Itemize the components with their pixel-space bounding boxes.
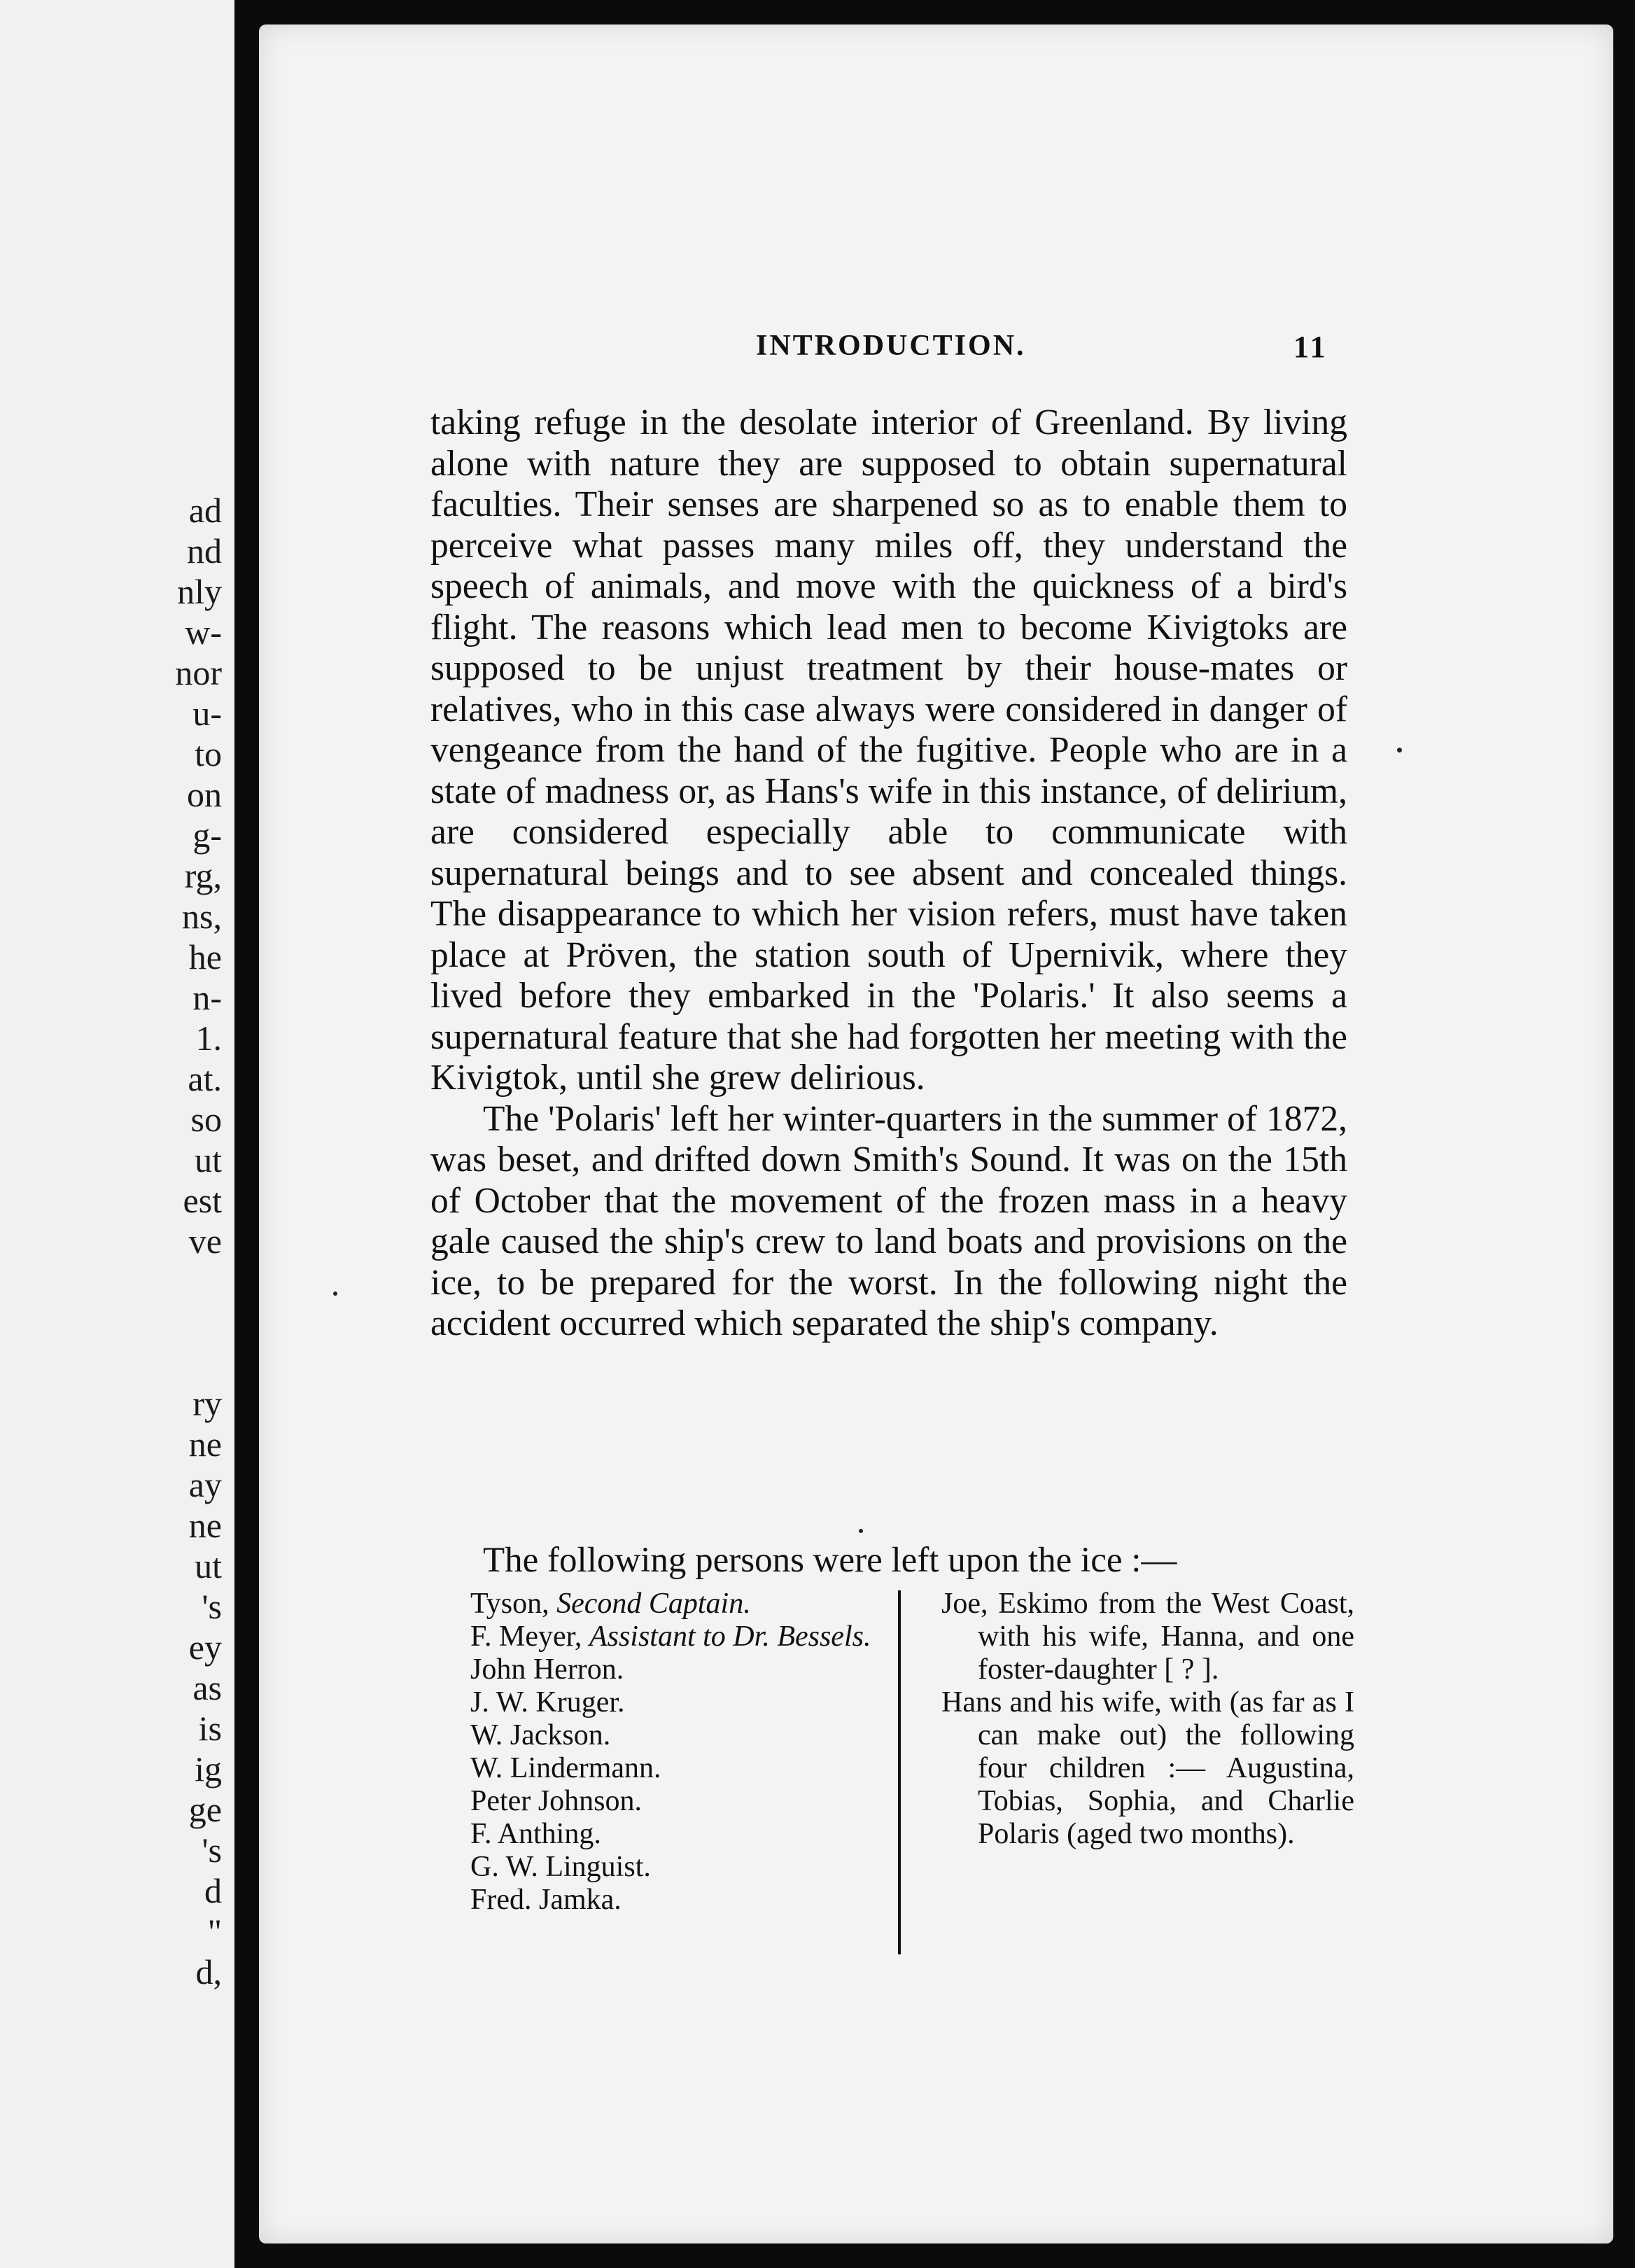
persons-left-column: [470, 1588, 897, 1917]
person-role: Second Captain.: [556, 1588, 751, 1620]
paragraph: The 'Polaris' left her winter-quarters in the summer of 1872, was beset, and drifted down Smith's Sound. It was on the 15th of October that the movement of the frozen mass in a heavy gale caused the ship's crew to land boats and provisions on the ice, to be prepared for the worst. In the following night the accident occurred which separated the ship's company.: [430, 1098, 1347, 1343]
person-name: Peter Johnson.: [470, 1785, 642, 1817]
line-fragment: nly: [177, 572, 222, 611]
page-number: 11: [1293, 330, 1328, 364]
line-fragment: he: [188, 937, 222, 976]
body-text: [430, 402, 1347, 1345]
facing-page-line-endings: [175, 490, 222, 1992]
line-fragment: u-: [192, 694, 222, 733]
line-fragment: 's: [202, 1830, 222, 1870]
person-name: W. Jackson.: [470, 1719, 611, 1751]
line-fragment: ge: [188, 1790, 222, 1829]
line-fragment: rg,: [184, 856, 222, 895]
person-group: Joe, Eskimo from the West Coast, with his wife, Hanna, and one foster-daughter [ ? ].: [941, 1588, 1354, 1686]
person-name: Tyson,: [470, 1588, 549, 1620]
line-fragment: ay: [188, 1465, 222, 1504]
column-divider: [898, 1590, 901, 1954]
line-fragment: ig: [195, 1749, 222, 1788]
line-fragment: ey: [188, 1628, 222, 1667]
line-fragment: ": [207, 1912, 222, 1951]
line-fragment: est: [183, 1181, 222, 1220]
line-fragment: d,: [195, 1952, 222, 1991]
person-name: John Herron.: [470, 1653, 624, 1686]
person-entry: [470, 1719, 897, 1752]
person-entry: [470, 1653, 897, 1686]
person-name: W. Lindermann.: [470, 1752, 661, 1784]
line-fragment: w-: [185, 612, 222, 652]
line-fragment: at.: [188, 1059, 222, 1098]
person-entry: [470, 1620, 897, 1653]
print-speck: [333, 1292, 337, 1296]
line-fragment: g-: [192, 816, 222, 855]
person-entry: [470, 1588, 897, 1620]
person-group: Hans and his wife, with (as far as I can make out) the following four children :— Augustina, Tobias, Sophia, and Charlie Polaris (aged two months).: [941, 1686, 1354, 1850]
line-fragment: ve: [188, 1222, 222, 1261]
line-fragment: 1.: [195, 1018, 222, 1058]
line-fragment: to: [195, 734, 222, 774]
person-entry: [470, 1884, 897, 1917]
line-fragment: on: [187, 775, 222, 814]
line-fragment: so: [190, 1100, 222, 1139]
line-fragment: n-: [192, 978, 222, 1017]
person-name: G. W. Linguist.: [470, 1851, 651, 1883]
facing-page-edge: [0, 0, 244, 2268]
person-entry: [470, 1851, 897, 1884]
person-entry: [470, 1818, 897, 1851]
person-name: F. Meyer,: [470, 1620, 582, 1653]
line-fragment: nd: [187, 531, 222, 570]
person-entry: [470, 1686, 897, 1719]
person-name: F. Anthing.: [470, 1818, 601, 1850]
person-name: J. W. Kruger.: [470, 1686, 625, 1718]
person-name: Fred. Jamka.: [470, 1884, 622, 1916]
running-head: INTRODUCTION.: [756, 330, 1026, 362]
fragment-gap: [175, 1261, 222, 1383]
line-fragment: nor: [175, 653, 222, 692]
line-fragment: is: [198, 1709, 222, 1748]
person-role: Assistant to Dr. Bessels.: [589, 1620, 871, 1653]
line-fragment: 's: [202, 1587, 222, 1626]
line-fragment: d: [204, 1871, 222, 1910]
person-entry: [470, 1785, 897, 1818]
line-fragment: ry: [192, 1384, 222, 1423]
line-fragment: ns,: [182, 897, 222, 936]
list-intro: The following persons were left upon the ice :—: [483, 1541, 1177, 1580]
print-speck: [859, 1529, 863, 1533]
line-fragment: as: [192, 1668, 222, 1707]
line-fragment: ut: [195, 1140, 222, 1180]
line-fragment: ne: [188, 1506, 222, 1545]
print-speck: [1397, 748, 1402, 752]
persons-right-column: [941, 1588, 1354, 1851]
line-fragment: ut: [195, 1546, 222, 1586]
person-entry: [470, 1752, 897, 1785]
paragraph: taking refuge in the desolate interior of Greenland. By living alone with nature they are supposed to obtain supernatural faculties. Their senses are sharpened so as to enable them to perceive what passes many miles off, they understand the speech of animals, and move with the quickness of a bird's flight. The reasons which lead men to become Kivigtoks are supposed to be unjust treatment by their house-mates or relatives, who in this case always were considered in danger of vengeance from the hand of the fugitive. People who are in a state of madness or, as Hans's wife in this instance, of delirium, are considered especially able to communicate with supernatural beings and to see absent and concealed things. The disappearance to which her vision refers, must have taken place at Pröven, the station south of Upernivik, where they lived before they embarked in the 'Polaris.' It also seems a supernatural feature that she had forgotten her meeting with the Kivigtok, until she grew delirious.: [430, 402, 1347, 1098]
line-fragment: ne: [188, 1424, 222, 1464]
line-fragment: ad: [188, 491, 222, 530]
